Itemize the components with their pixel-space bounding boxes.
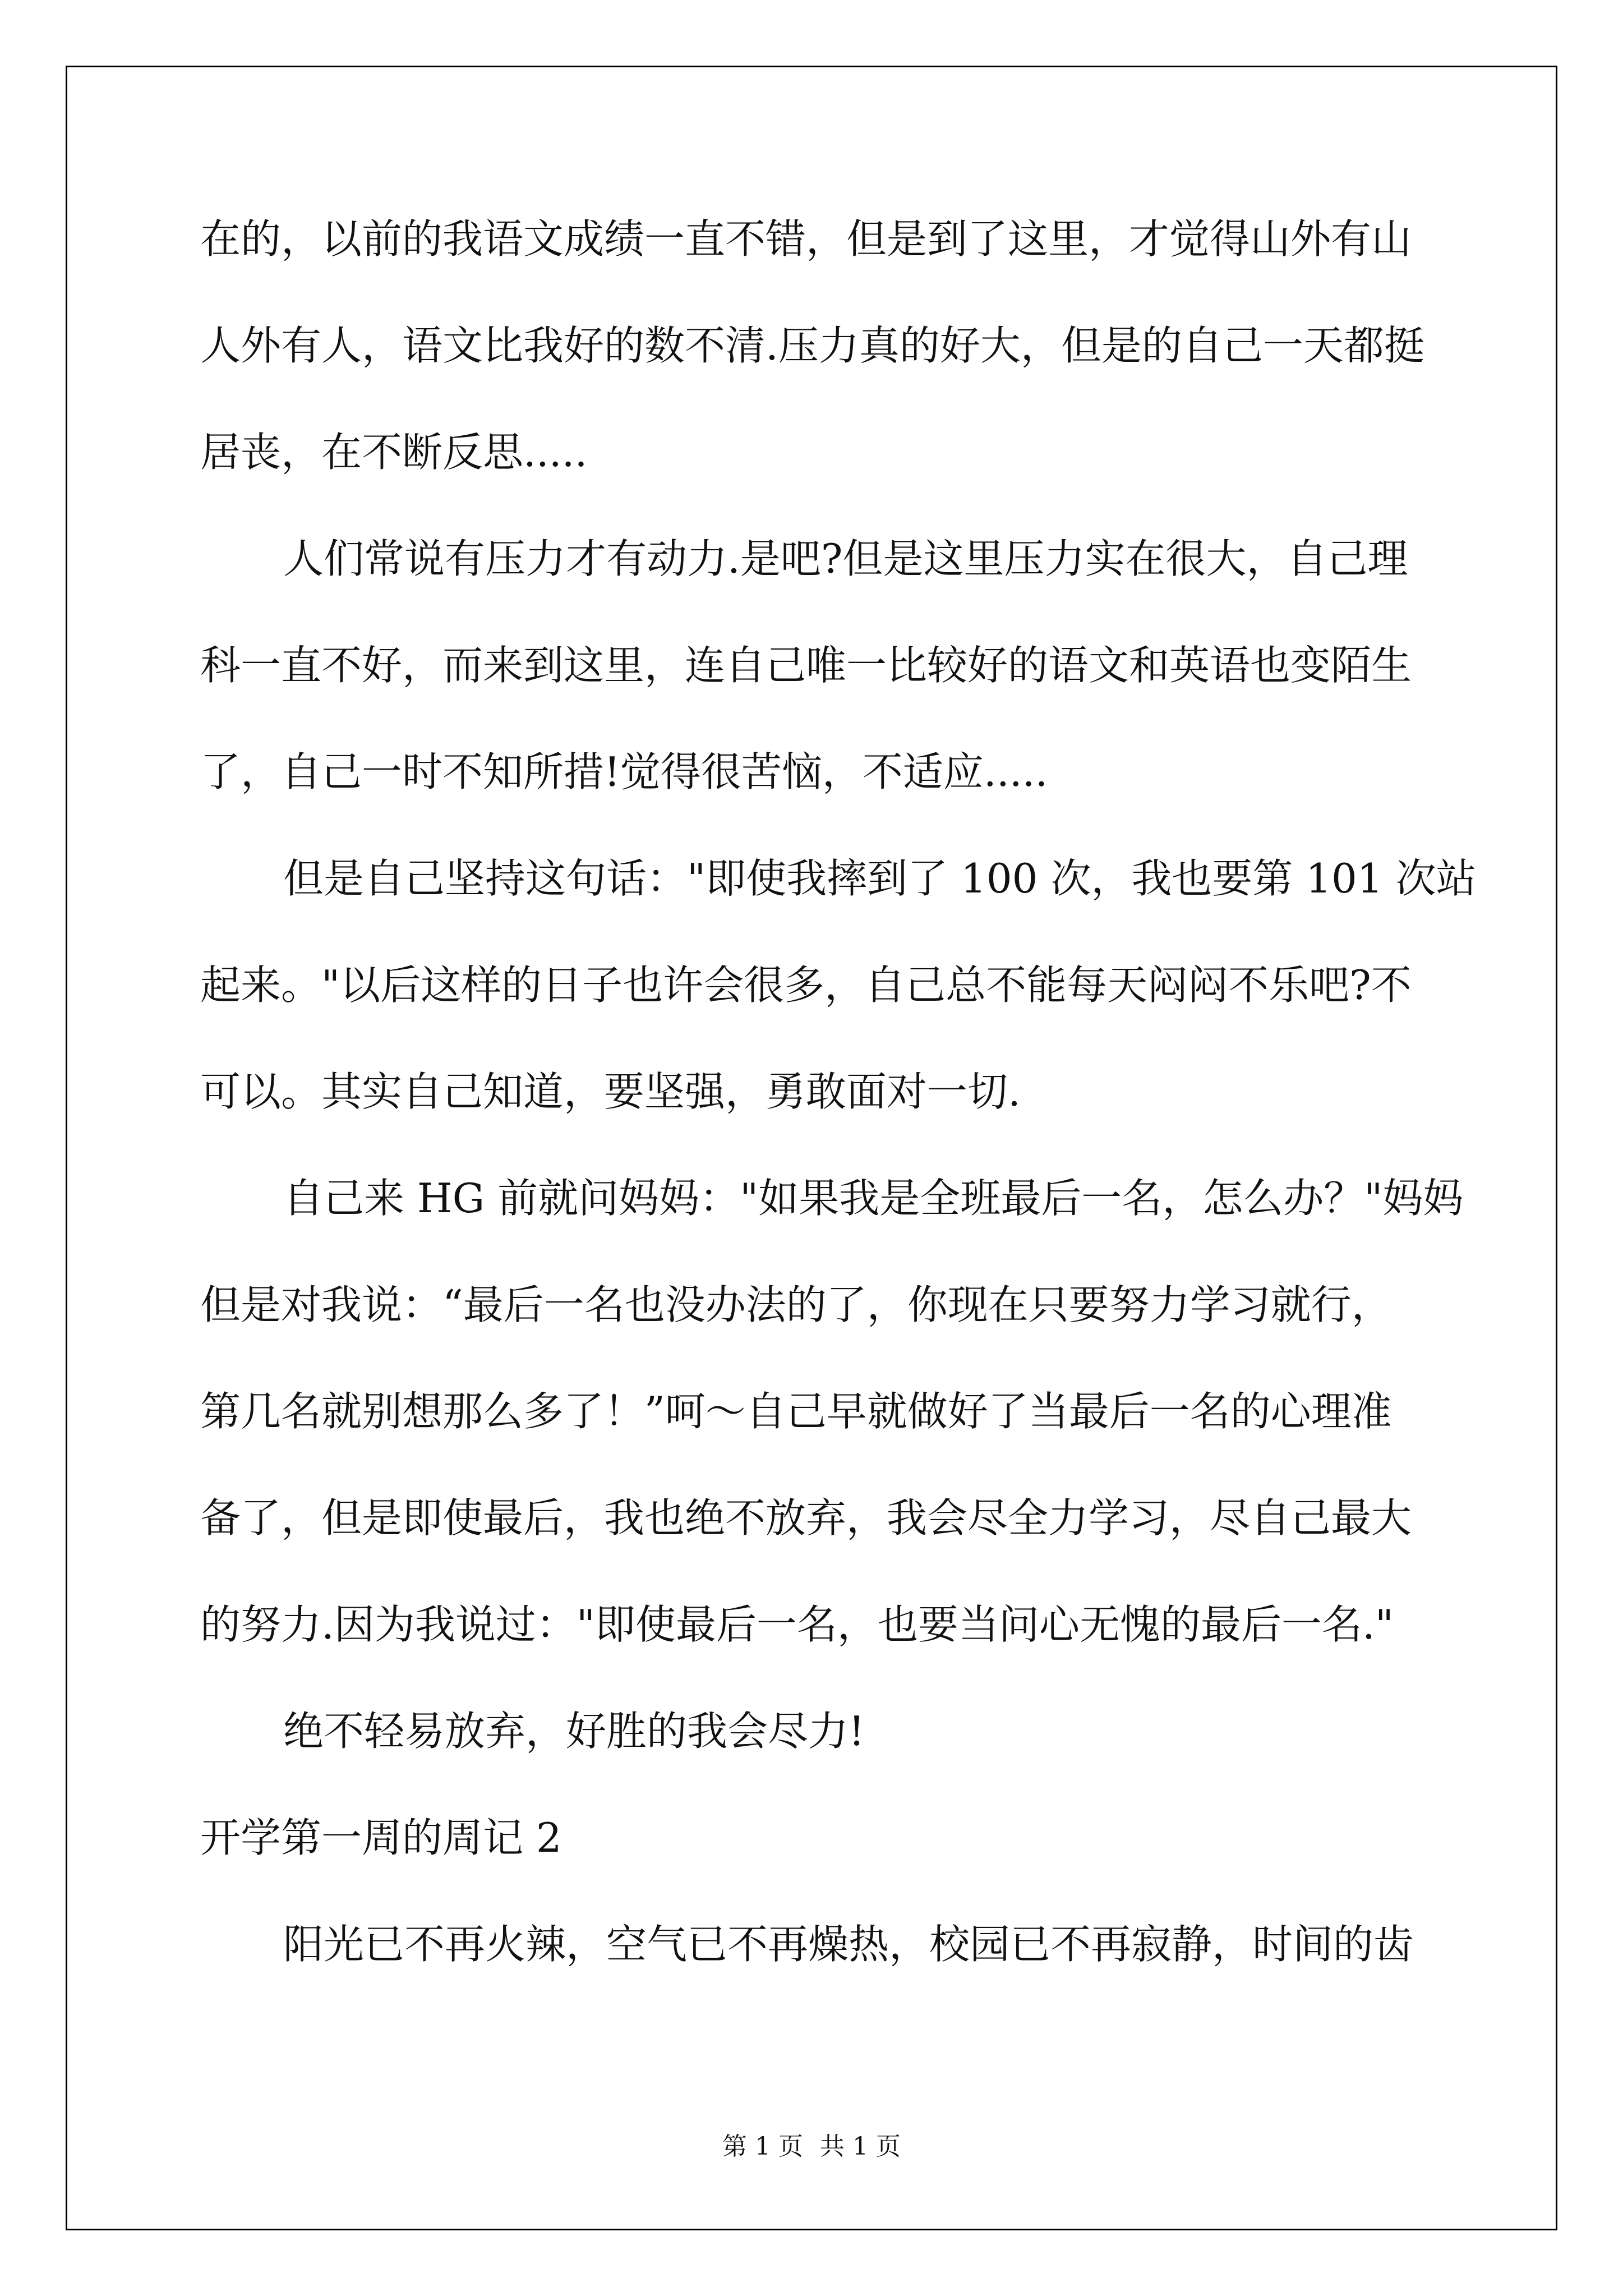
section-heading: 开学第一周的周记 2 (200, 1814, 562, 1861)
text-line: 人们常说有压力才有动力.是吧?但是这里压力实在很大，自己理 (283, 535, 1408, 582)
text-line: 但是对我说：“最后一名也没办法的了，你现在只要努力学习就行， (200, 1281, 1392, 1328)
page-border (66, 66, 1557, 2230)
text-line: 的努力.因为我说过："即使最后一名，也要当问心无愧的最后一名." (200, 1601, 1394, 1648)
text-line: 居丧，在不断反思..... (200, 429, 588, 476)
text-line: 起来。"以后这样的日子也许会很多，自己总不能每天闷闷不乐吧?不 (200, 961, 1412, 1009)
page-number: 第 1 页 (722, 2132, 803, 2161)
page-count: 共 1 页 (820, 2132, 901, 2161)
text-line: 但是自己坚持这句话："即使我摔到了 100 次，我也要第 101 次站 (283, 855, 1477, 902)
text-line: 自己来 HG 前就问妈妈："如果我是全班最后一名，怎么办？"妈妈 (283, 1175, 1464, 1222)
page-footer (0, 2126, 1623, 2162)
text-line: 人外有人，语文比我好的数不清.压力真的好大，但是的自己一天都挺 (200, 322, 1424, 369)
text-line: 绝不轻易放弃，好胜的我会尽力! (283, 1708, 865, 1755)
text-line: 可以。其实自己知道，要坚强，勇敢面对一切. (200, 1068, 1021, 1115)
text-line: 阳光已不再火辣，空气已不再燥热，校园已不再寂静，时间的齿 (283, 1921, 1414, 1968)
text-line: 备了，但是即使最后，我也绝不放弃，我会尽全力学习，尽自己最大 (200, 1494, 1412, 1542)
text-line: 了，自己一时不知所措!觉得很苦恼，不适应..... (200, 748, 1048, 795)
text-line: 在的，以前的我语文成绩一直不错，但是到了这里，才觉得山外有山 (200, 215, 1412, 263)
text-line: 科一直不好，而来到这里，连自己唯一比较好的语文和英语也变陌生 (200, 642, 1412, 689)
text-line: 第几名就别想那么多了！”呵～自己早就做好了当最后一名的心理准 (200, 1388, 1392, 1435)
